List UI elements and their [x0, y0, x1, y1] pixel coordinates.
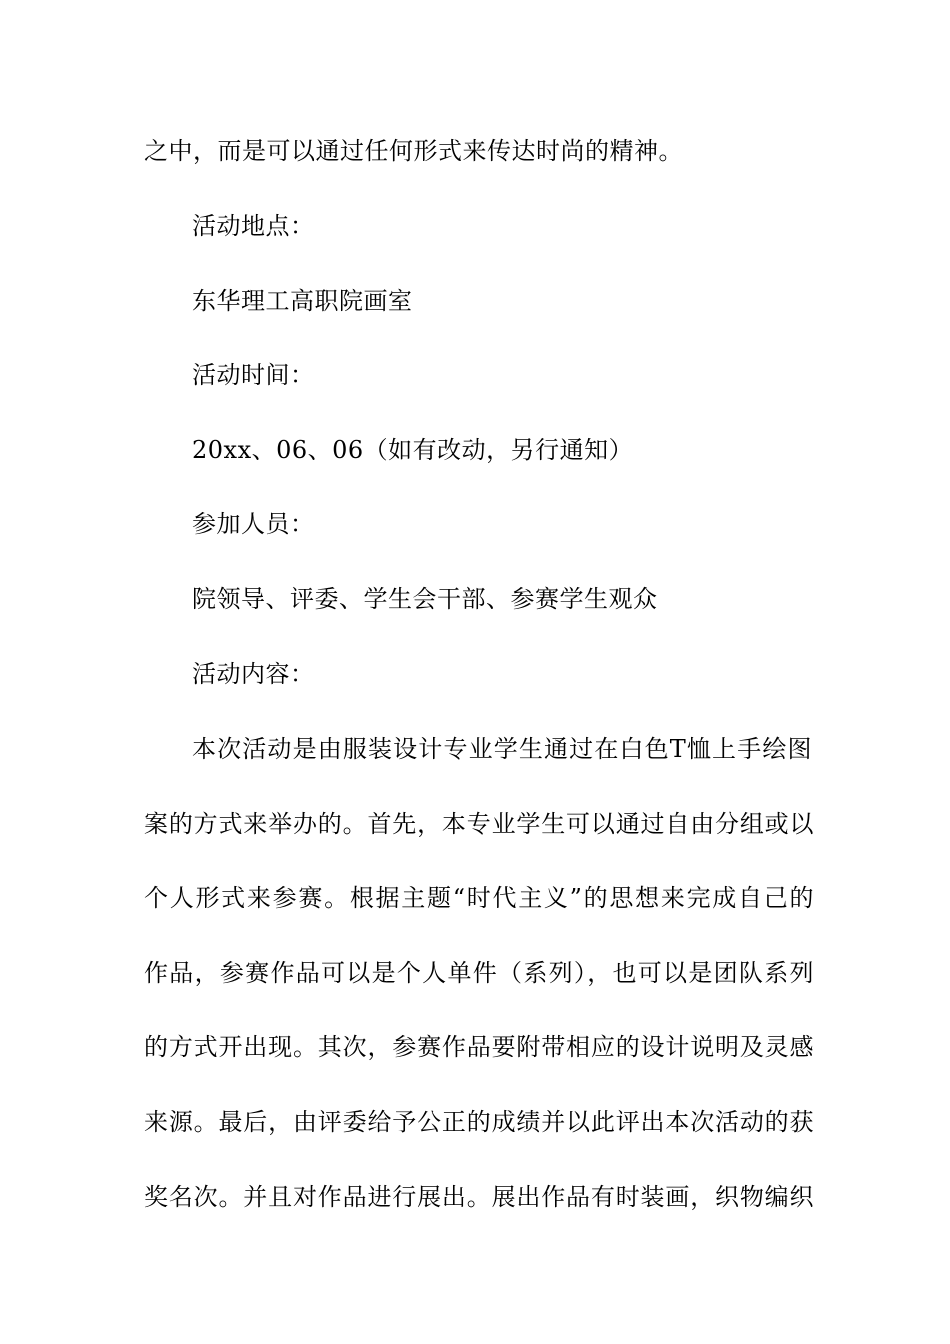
- content-paragraph-line: 的方式开出现。其次，参赛作品要附带相应的设计说明及灵感: [144, 1033, 814, 1061]
- participants-value: 院领导、评委、学生会干部、参赛学生观众: [192, 585, 658, 613]
- activity-time-heading: 活动时间：: [192, 361, 315, 389]
- content-paragraph-line: 个人形式来参赛。根据主题“时代主义”的思想来完成自己的: [144, 884, 814, 912]
- content-paragraph-line: 奖名次。并且对作品进行展出。展出作品有时装画，织物编织: [144, 1183, 814, 1211]
- activity-location-heading: 活动地点：: [192, 212, 315, 240]
- content-paragraph-line: 案的方式来举办的。首先，本专业学生可以通过自由分组或以: [144, 810, 814, 838]
- content-paragraph-line: 来源。最后，由评委给予公正的成绩并以此评出本次活动的获: [144, 1108, 814, 1136]
- content-paragraph-line: 作品，参赛作品可以是个人单件（系列），也可以是团队系列: [144, 959, 814, 987]
- participants-heading: 参加人员：: [192, 510, 315, 538]
- activity-content-heading: 活动内容：: [192, 660, 315, 688]
- activity-time-value: 20xx、06、06（如有改动，另行通知）: [192, 436, 634, 464]
- paragraph-continuation-line: 之中，而是可以通过任何形式来传达时尚的精神。: [144, 137, 683, 165]
- content-paragraph-line: 本次活动是由服装设计专业学生通过在白色T恤上手绘图: [192, 735, 812, 763]
- activity-location-value: 东华理工高职院画室: [192, 287, 413, 315]
